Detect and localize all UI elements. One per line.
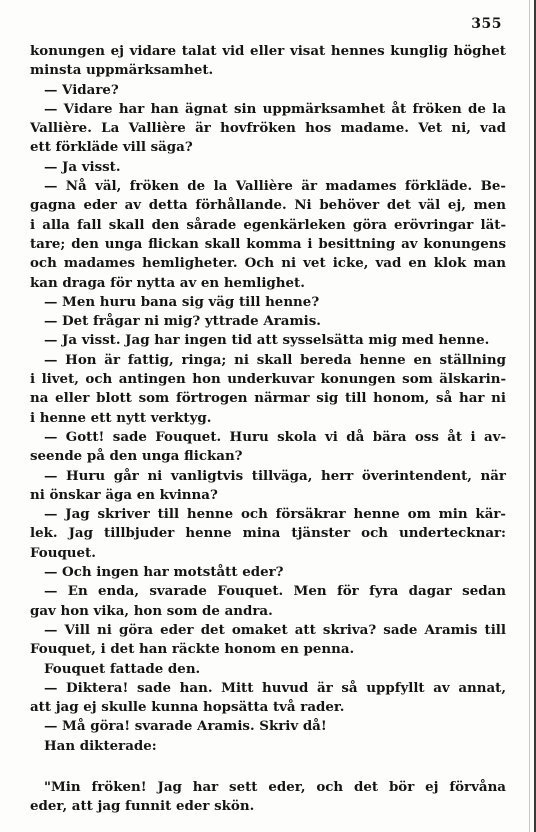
text-line: — Hon är fattig, ringa; ni skall bereda henne en ställning [44,351,506,368]
body-text [30,42,506,817]
text-line: — Men huru bana sig väg till henne? [44,293,320,310]
text-line: — Jag skriver till henne och försäkrar henne om min kär- [44,506,506,523]
text-line: lek. Jag tillbjuder henne mina tjänster och undertecknar: [30,525,506,542]
text-line: — Gott! sade Fouquet. Huru skola vi då bära oss åt i av- [44,428,506,445]
page-number: 355 [471,16,502,32]
text-section-letter [30,778,506,817]
text-line: kan draga för nytta av en hemlighet. [30,274,305,291]
text-line: — Det frågar ni mig? yttrade Aramis. [44,313,321,330]
text-line: — Må göra! svarade Aramis. Skriv då! [44,718,327,735]
text-line: — Huru går ni vanligtvis tillväga, herr överintendent, när [44,467,506,484]
page-edge-shadow [529,0,530,832]
text-line: — Vidare? [44,81,119,98]
text-line: i alla fall skall den sårade egenkärleken göra erövringar lät- [30,216,506,233]
text-line: ett förkläde vill säga? [30,139,193,156]
text-line: i livet, och antingen hon underkuvar konungen som älskarin- [30,371,506,388]
section-gap [30,756,506,778]
text-line: tare; den unga flickan skall komma i besittning av konungens [30,235,506,252]
text-line: Han dikterade: [44,737,157,754]
text-line: konungen ej vidare talat vid eller visat hennes kunglig höghet [30,43,506,59]
text-line: Vallière. La Vallière är hovfröken hos madame. Vet ni, vad [30,120,506,137]
text-line: Fouquet fattade den. [44,660,201,677]
text-line: i henne ett nytt verktyg. [30,409,212,426]
text-line: na eller blott som förtrogen närmar sig till honom, så har ni [30,390,506,407]
text-line: Fouquet. [30,544,96,561]
text-line: seende på den unga flickan? [30,448,243,465]
text-line: — Nå väl, fröken de la Vallière är madames förkläde. Be- [44,178,506,195]
text-line: — Diktera! sade han. Mitt huvud är så uppfyllt av annat, [44,679,506,696]
text-line: ni önskar äga en kvinna? [30,486,218,503]
text-line: gagna eder av detta förhållande. Ni behöver det väl ej, men [30,197,506,214]
text-section-dialogue [30,42,506,756]
text-line: — En enda, svarade Fouquet. Men för fyra dagar sedan [44,583,506,600]
text-line: minsta uppmärksamhet. [30,62,214,79]
text-line: — Ja visst. Jag har ingen tid att sysselsätta mig med henne. [44,332,490,349]
text-line: och madames hemligheter. Och ni vet icke, vad en klok man [30,255,506,272]
text-line: — Vill ni göra eder det omaket att skriva? sade Aramis till [44,621,506,638]
text-line: "Min fröken! Jag har sett eder, och det bör ej förvåna [44,778,506,795]
text-line: eder, att jag funnit eder skön. [30,798,255,815]
text-line: gav hon vika, hon som de andra. [30,602,273,619]
text-line: att jag ej skulle kunna hopsätta två rader. [30,699,345,716]
text-line: Fouquet, i det han räckte honom en penna. [30,641,355,658]
text-line: — Ja visst. [44,158,121,175]
text-line: — Vidare har han ägnat sin uppmärksamhet åt fröken de la [44,100,506,117]
text-line: — Och ingen har motstått eder? [44,564,284,581]
